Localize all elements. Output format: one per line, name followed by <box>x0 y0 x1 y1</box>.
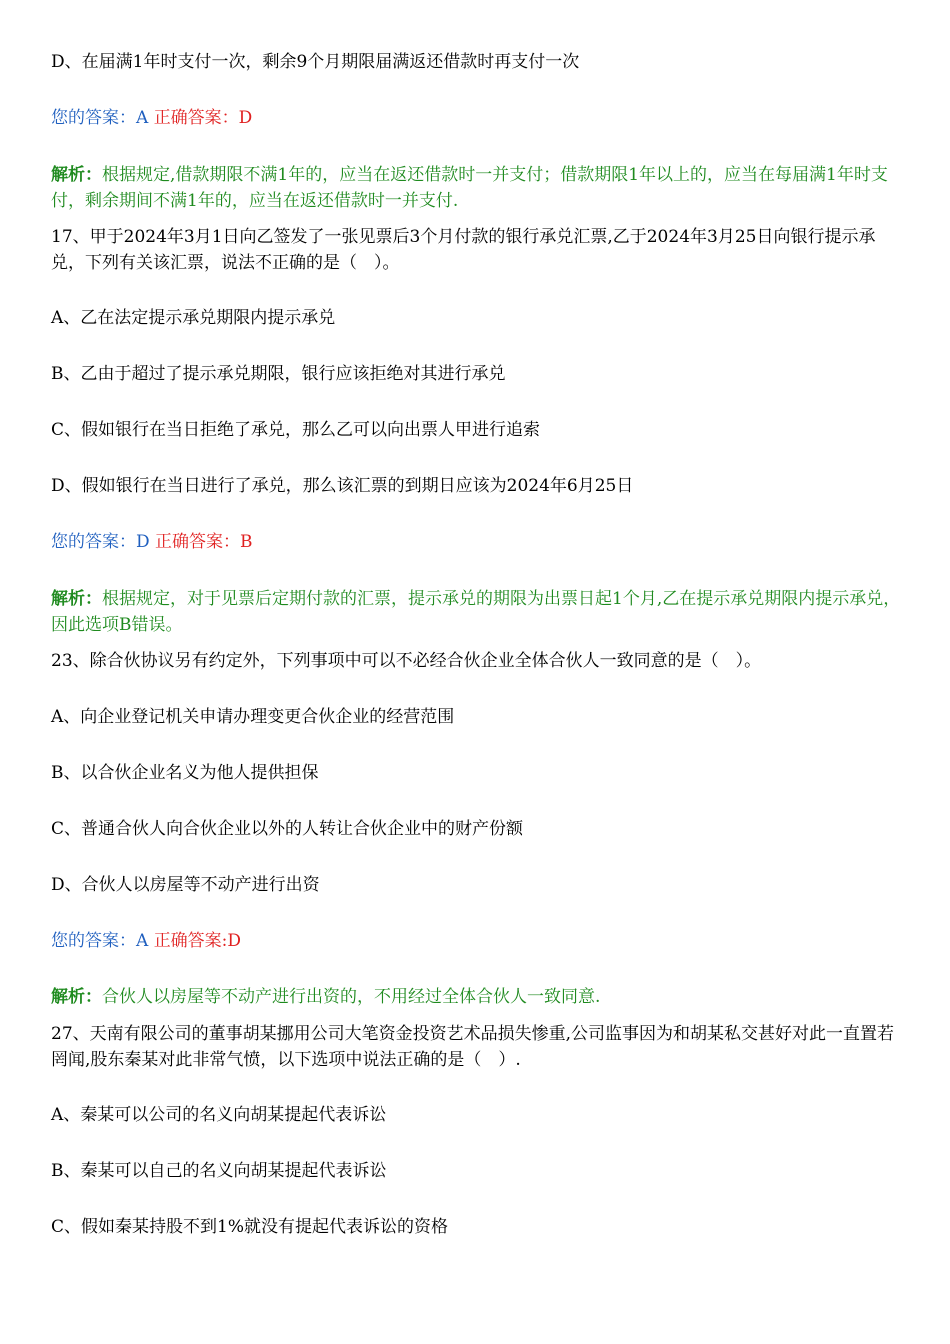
option-a: A、乙在法定提示承兑期限内提示承兑 <box>51 308 336 328</box>
analysis-paragraph <box>51 984 903 1010</box>
answer-line <box>51 928 903 954</box>
analysis-text: 合伙人以房屋等不动产进行出资的，不用经过全体合伙人一致同意. <box>102 987 601 1007</box>
question-27: 27、天南有限公司的董事胡某挪用公司大笔资金投资艺术品损失惨重,公司监事因为和胡某私交甚好对此一直置若罔闻,股东秦某对此非常气愤，以下选项中说法正确的是（ ）. <box>51 1024 895 1070</box>
your-answer: 您的答案：A <box>51 931 149 951</box>
correct-answer: 正确答案：B <box>155 532 253 552</box>
option-a: A、秦某可以公司的名义向胡某提起代表诉讼 <box>51 1105 387 1125</box>
option-b: B、乙由于超过了提示承兑期限，银行应该拒绝对其进行承兑 <box>51 364 506 384</box>
answer-line <box>51 529 903 555</box>
option-a: A、向企业登记机关申请办理变更合伙企业的经营范围 <box>51 707 455 727</box>
option-d: D、假如银行在当日进行了承兑，那么该汇票的到期日应该为2024年6月25日 <box>51 476 634 496</box>
answer-line <box>51 105 903 131</box>
your-answer: 您的答案：A <box>51 108 149 128</box>
correct-answer: 正确答案：D <box>153 108 253 128</box>
your-answer: 您的答案：D <box>51 532 150 552</box>
analysis-paragraph <box>51 162 903 214</box>
analysis-label: 解析： <box>51 589 102 609</box>
option-b: B、以合伙企业名义为他人提供担保 <box>51 763 319 783</box>
analysis-text: 根据规定,借款期限不满1年的，应当在返还借款时一并支付；借款期限1年以上的，应当在每届满1年时支付，剩余期间不满1年的，应当在返还借款时一并支付. <box>51 165 888 211</box>
option-d: D、合伙人以房屋等不动产进行出资 <box>51 875 320 895</box>
option-c: C、假如银行在当日拒绝了承兑，那么乙可以向出票人甲进行追索 <box>51 420 541 440</box>
option-d: D、在届满1年时支付一次，剩余9个月期限届满返还借款时再支付一次 <box>51 52 580 72</box>
analysis-paragraph <box>51 586 903 638</box>
question-17: 17、甲于2024年3月1日向乙签发了一张见票后3个月付款的银行承兑汇票,乙于2024年3月25日向银行提示承兑，下列有关该汇票，说法不正确的是（ ）。 <box>51 227 876 273</box>
analysis-label: 解析： <box>51 165 102 185</box>
question-23: 23、除合伙协议另有约定外，下列事项中可以不必经合伙企业全体合伙人一致同意的是（ ）。 <box>51 651 762 671</box>
analysis-label: 解析： <box>51 987 102 1007</box>
analysis-text: 根据规定，对于见票后定期付款的汇票，提示承兑的期限为出票日起1个月,乙在提示承兑期限内提示承兑，因此选项B错误。 <box>51 589 901 635</box>
option-c: C、普通合伙人向合伙企业以外的人转让合伙企业中的财产份额 <box>51 819 524 839</box>
correct-answer: 正确答案:D <box>153 931 242 951</box>
option-c: C、假如秦某持股不到1%就没有提起代表诉讼的资格 <box>51 1217 448 1237</box>
option-b: B、秦某可以自己的名义向胡某提起代表诉讼 <box>51 1161 387 1181</box>
